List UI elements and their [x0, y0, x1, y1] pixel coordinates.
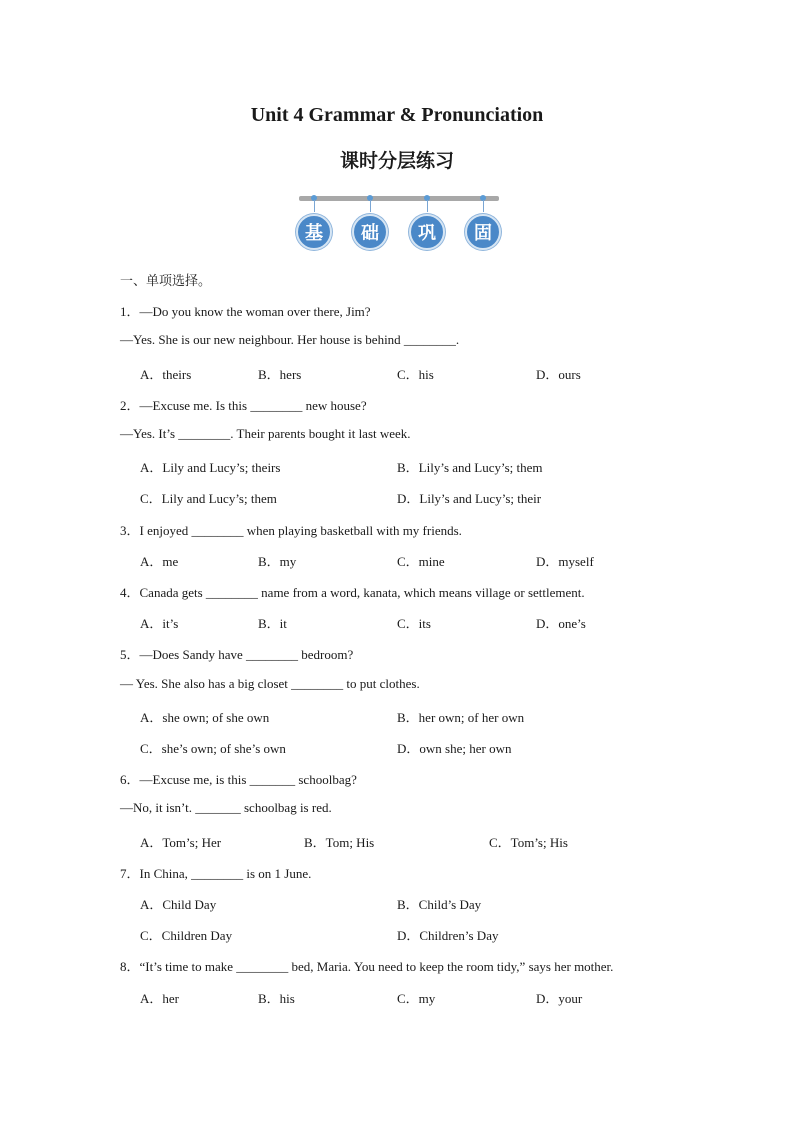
page-subtitle: 课时分层练习 — [339, 150, 454, 172]
banner-stem — [427, 200, 428, 212]
banner-char-chu: 础 — [352, 214, 388, 250]
banner-char-ji: 基 — [296, 214, 332, 250]
section-banner — [296, 192, 500, 254]
question-5-text-2: — Yes. She also has a big closet ________ to put clothes. — [120, 676, 420, 691]
question-1-text-2: —Yes. She is our new neighbour. Her house is behind ________. — [120, 332, 460, 347]
question-7-option-b[interactable]: B．Child’s Day — [397, 897, 482, 912]
banner-stem — [314, 200, 315, 212]
question-2-option-a[interactable]: A．Lily and Lucy’s; theirs — [140, 460, 281, 475]
page-title: Unit 4 Grammar & Pronunciation — [250, 104, 544, 126]
question-2-text-2: —Yes. It’s ________. Their parents bought it last week. — [120, 426, 411, 441]
question-4-option-a[interactable]: A．it’s — [140, 616, 179, 631]
question-5-option-b[interactable]: B．her own; of her own — [397, 710, 525, 725]
question-8-option-a[interactable]: A．her — [140, 991, 179, 1006]
question-2-text: 2．—Excuse me. Is this ________ new house? — [120, 398, 367, 413]
question-7-option-d[interactable]: D．Children’s Day — [397, 928, 499, 943]
section-heading: 一、单项选择。 — [120, 274, 212, 289]
question-4-option-d[interactable]: D．one’s — [536, 616, 586, 631]
question-8-option-b[interactable]: B．his — [258, 991, 295, 1006]
question-6-text: 6．—Excuse me, is this _______ schoolbag? — [120, 772, 357, 787]
banner-bar — [299, 196, 499, 201]
question-2-option-d[interactable]: D．Lily’s and Lucy’s; their — [397, 491, 542, 506]
question-3-option-b[interactable]: B．my — [258, 554, 297, 569]
question-3-option-a[interactable]: A．me — [140, 554, 179, 569]
question-6-text-2: —No, it isn’t. _______ schoolbag is red. — [120, 800, 332, 815]
question-3-option-c[interactable]: C．mine — [397, 554, 445, 569]
question-4-option-c[interactable]: C．its — [397, 616, 431, 631]
question-6-option-b[interactable]: B．Tom; His — [304, 835, 375, 850]
question-1-option-d[interactable]: D．ours — [536, 367, 581, 382]
question-7-option-c[interactable]: C．Children Day — [140, 928, 233, 943]
question-1-option-c[interactable]: C．his — [397, 367, 434, 382]
banner-stem — [483, 200, 484, 212]
question-7-option-a[interactable]: A．Child Day — [140, 897, 217, 912]
banner-char-gu: 固 — [465, 214, 501, 250]
question-6-option-c[interactable]: C．Tom’s; His — [489, 835, 568, 850]
question-3-text: 3．I enjoyed ________ when playing basketball with my friends. — [120, 523, 462, 538]
banner-char-gong: 巩 — [409, 214, 445, 250]
question-5-option-a[interactable]: A．she own; of she own — [140, 710, 270, 725]
question-5-option-d[interactable]: D．own she; her own — [397, 741, 512, 756]
question-5-text: 5．—Does Sandy have ________ bedroom? — [120, 647, 354, 662]
question-1-option-a[interactable]: A．theirs — [140, 367, 192, 382]
question-8-text: 8．“It’s time to make ________ bed, Maria. You need to keep the room tidy,” says her mother. — [120, 959, 614, 974]
question-7-text: 7．In China, ________ is on 1 June. — [120, 866, 312, 881]
question-3-option-d[interactable]: D．myself — [536, 554, 594, 569]
banner-stem — [370, 200, 371, 212]
question-1-option-b[interactable]: B．hers — [258, 367, 302, 382]
question-8-option-d[interactable]: D．your — [536, 991, 583, 1006]
question-5-option-c[interactable]: C．she’s own; of she’s own — [140, 741, 286, 756]
question-1-text: 1．—Do you know the woman over there, Jim? — [120, 304, 371, 319]
question-2-option-b[interactable]: B．Lily’s and Lucy’s; them — [397, 460, 543, 475]
question-2-option-c[interactable]: C．Lily and Lucy’s; them — [140, 491, 277, 506]
question-4-text: 4．Canada gets ________ name from a word, kanata, which means village or settlement. — [120, 585, 585, 600]
question-8-option-c[interactable]: C．my — [397, 991, 436, 1006]
question-4-option-b[interactable]: B．it — [258, 616, 287, 631]
question-6-option-a[interactable]: A．Tom’s; Her — [140, 835, 222, 850]
